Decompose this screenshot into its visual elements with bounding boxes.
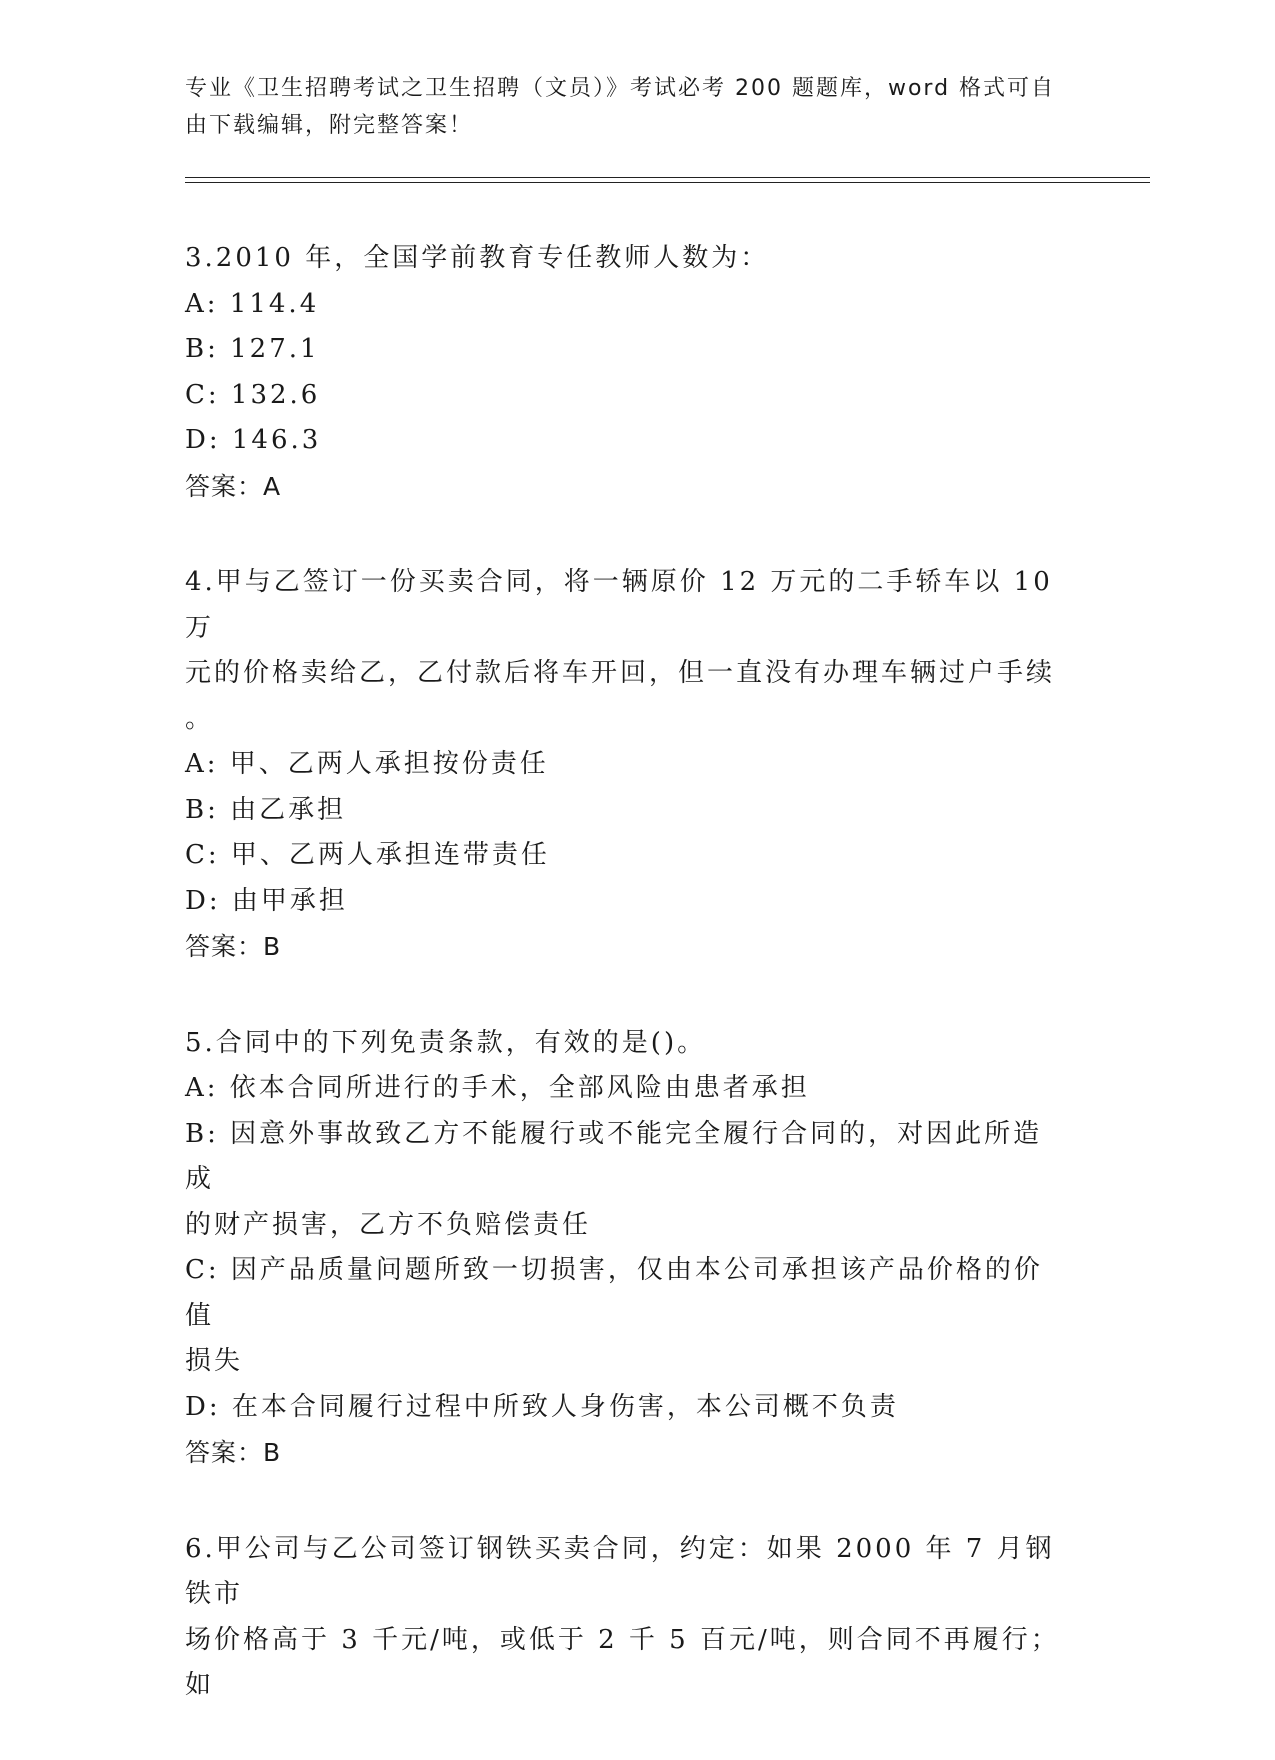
option-c: C: 因产品质量问题所致一切损害，仅由本公司承担该产品价格的价值 bbox=[185, 1255, 1043, 1331]
option-c-continued: 损失 bbox=[185, 1346, 244, 1376]
question-text: 5.合同中的下列免责条款，有效的是()。 bbox=[185, 1027, 707, 1058]
option-a: A: 114.4 bbox=[185, 288, 320, 319]
question-text: 3.2010 年，全国学前教育专任教师人数为： bbox=[185, 243, 770, 273]
option-d: D: 146.3 bbox=[185, 425, 322, 455]
header-divider-top bbox=[185, 177, 1150, 178]
option-d: D: 由甲承担 bbox=[185, 885, 348, 916]
option-b: B: 因意外事故致乙方不能履行或不能完全履行合同的，对因此所造成 bbox=[185, 1118, 1043, 1194]
answer: 答案：A bbox=[185, 471, 282, 501]
question-text: 4.甲与乙签订一份买卖合同，将一辆原价 12 万元的二手轿车以 10 万 bbox=[185, 567, 1065, 643]
option-a: A: 甲、乙两人承担按份责任 bbox=[185, 749, 549, 779]
option-b-continued: 的财产损害，乙方不负赔偿责任 bbox=[185, 1209, 592, 1240]
option-b: B: 127.1 bbox=[185, 334, 320, 364]
header-line-1: 专业《卫生招聘考试之卫生招聘（文员）》考试必考 200 题题库，word 格式可自 bbox=[185, 76, 1056, 101]
question-3 bbox=[185, 236, 1065, 509]
question-text: 。 bbox=[185, 703, 215, 734]
question-text: 元的价格卖给乙，乙付款后将车开回，但一直没有办理车辆过户手续 bbox=[185, 658, 1056, 688]
option-c: C: 132.6 bbox=[185, 379, 321, 410]
question-4 bbox=[185, 560, 1065, 970]
question-text: 场价格高于 3 千元/吨，或低于 2 千 5 百元/吨，则合同不再履行；如 bbox=[185, 1624, 1060, 1700]
option-a: A: 依本合同所进行的手术，全部风险由患者承担 bbox=[185, 1073, 810, 1103]
question-text: 6.甲公司与乙公司签订钢铁买卖合同，约定：如果 2000 年 7 月钢铁市 bbox=[185, 1533, 1055, 1609]
option-c: C: 甲、乙两人承担连带责任 bbox=[185, 840, 550, 870]
option-d: D: 在本合同履行过程中所致人身伤害，本公司概不负责 bbox=[185, 1391, 899, 1422]
header-divider-bottom bbox=[185, 182, 1150, 183]
answer: 答案：B bbox=[185, 932, 282, 961]
document-header bbox=[185, 70, 1065, 144]
question-5 bbox=[185, 1021, 1065, 1476]
question-list bbox=[185, 236, 1065, 1760]
header-line-2: 由下载编辑，附完整答案！ bbox=[185, 113, 474, 138]
option-b: B: 由乙承担 bbox=[185, 794, 347, 825]
question-6 bbox=[185, 1527, 1065, 1709]
answer: 答案：B bbox=[185, 1438, 282, 1467]
